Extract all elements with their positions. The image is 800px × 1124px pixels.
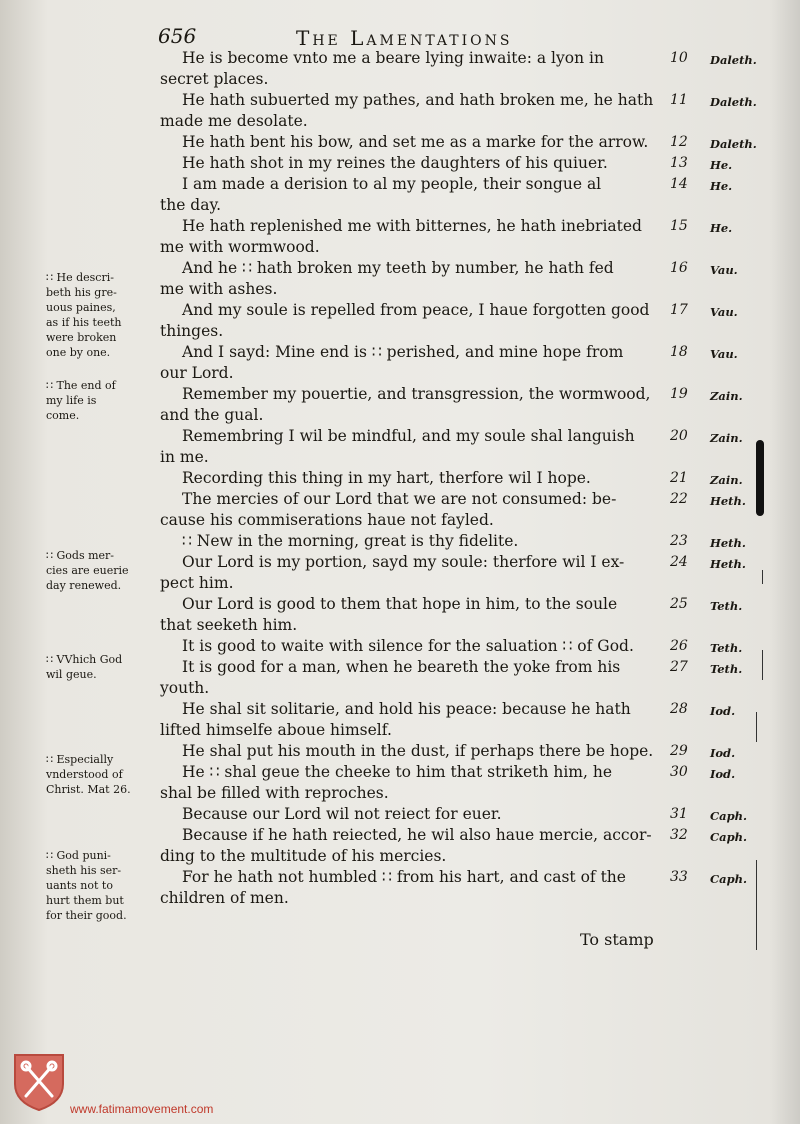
verse-text: children of men. <box>160 889 289 907</box>
verse-number: 13 <box>670 155 688 171</box>
verse-line <box>140 174 733 195</box>
hebrew-letter-label: Teth. <box>710 641 743 655</box>
page-number: 656 <box>158 24 197 48</box>
hebrew-letter-label: He. <box>710 221 733 235</box>
marginal-note-line: sheth his ser- <box>46 864 122 877</box>
verse <box>140 825 748 867</box>
marginal-note-line: ∷ VVhich God <box>46 653 123 666</box>
verse-number: 26 <box>670 638 688 654</box>
marginal-note-line: beth his gre- <box>46 286 117 299</box>
verse-number: 22 <box>670 491 688 507</box>
verse-line <box>140 48 757 69</box>
verse-line <box>140 69 700 90</box>
verse-number: 27 <box>670 659 688 675</box>
hebrew-letter-label: Zain. <box>710 473 743 487</box>
hebrew-letter-label: Daleth. <box>710 95 757 109</box>
verse-text: made me desolate. <box>160 112 308 130</box>
verse-text: He ∷ shal geue the cheeke to him that striketh him, he <box>182 763 613 781</box>
marginal-note <box>46 378 116 423</box>
marginal-note-line: cies are euerie <box>46 564 129 577</box>
hebrew-letter-label: Vau. <box>710 263 738 277</box>
marginal-note-line: uous paines, <box>46 301 116 314</box>
verse-text: And I sayd: Mine end is ∷ perished, and mine hope from <box>182 343 624 361</box>
hebrew-letter-label: He. <box>710 158 733 172</box>
verse-text: It is good for a man, when he beareth the yoke from his <box>182 658 621 676</box>
verse-text: secret places. <box>160 70 269 88</box>
verse-text: thinges. <box>160 322 224 340</box>
verse-text: He hath shot in my reines the daughters of his quiuer. <box>182 154 608 172</box>
verse-text: And he ∷ hath broken my teeth by number, he hath fed <box>182 259 614 277</box>
verse-text: that seeketh him. <box>160 616 298 634</box>
margin-bracket <box>756 440 764 516</box>
verse <box>140 468 743 489</box>
verse <box>140 804 748 825</box>
marginal-note-line: ∷ He descri- <box>46 271 114 284</box>
verse-line <box>140 531 746 552</box>
verse-number: 17 <box>670 302 688 318</box>
verse-line <box>140 342 738 363</box>
marginal-note-line: ∷ Gods mer- <box>46 549 115 562</box>
verse-text: shal be filled with reproches. <box>160 784 389 802</box>
marginal-note-line: ∷ Especially <box>46 753 114 766</box>
verse-number: 15 <box>670 218 688 234</box>
marginal-note <box>46 270 121 360</box>
verse <box>140 741 736 762</box>
verse-number: 24 <box>670 554 688 570</box>
verse <box>140 153 733 174</box>
verse-line <box>140 720 700 741</box>
verse <box>140 216 733 258</box>
hebrew-letter-label: Heth. <box>710 536 746 550</box>
verse-text: He shal put his mouth in the dust, if perhaps there be hope. <box>182 742 654 760</box>
verse-line <box>140 153 733 174</box>
hebrew-letter-label: Iod. <box>710 704 736 718</box>
verse-number: 21 <box>670 470 688 486</box>
verse <box>140 384 743 426</box>
marginal-note-line: as if his teeth <box>46 316 122 329</box>
marginal-note <box>46 848 127 923</box>
verse-text: the day. <box>160 196 222 214</box>
verse-text: ∷ New in the morning, great is thy fidelite. <box>182 532 519 550</box>
verse-line <box>140 783 700 804</box>
margin-tick <box>756 712 757 742</box>
marginal-note <box>46 548 129 593</box>
hebrew-letter-label: He. <box>710 179 733 193</box>
verse-line <box>140 111 700 132</box>
marginal-note-line: my life is <box>46 394 97 407</box>
hebrew-letter-label: Teth. <box>710 599 743 613</box>
hebrew-letter-label: Vau. <box>710 305 738 319</box>
verse <box>140 489 746 531</box>
verse-line <box>140 426 743 447</box>
verse-line <box>140 615 700 636</box>
verse-number: 14 <box>670 176 688 192</box>
verse-text: pect him. <box>160 574 234 592</box>
verse-text: He hath bent his bow, and set me as a marke for the arrow. <box>182 133 649 151</box>
verse-text: our Lord. <box>160 364 234 382</box>
verse-text: He hath subuerted my pathes, and hath broken me, he hath <box>182 91 654 109</box>
hebrew-letter-label: Iod. <box>710 746 736 760</box>
verse-line <box>140 195 700 216</box>
verse-line <box>140 804 748 825</box>
verse-line <box>140 132 757 153</box>
verse <box>140 174 733 216</box>
verse <box>140 636 743 657</box>
marginal-note-line: one by one. <box>46 346 111 359</box>
margin-tick <box>756 860 757 950</box>
verse-line <box>140 594 743 615</box>
verse-number: 23 <box>670 533 688 549</box>
marginal-note-line: for their good. <box>46 909 127 922</box>
verse-text: me with ashes. <box>160 280 278 298</box>
verse-text: Recording this thing in my hart, therfore wil I hope. <box>182 469 591 487</box>
marginal-note-line: ∷ The end of <box>46 379 116 392</box>
verse-line <box>140 741 736 762</box>
verse-text: Remembring I wil be mindful, and my soule shal languish <box>182 427 635 445</box>
verse-number: 19 <box>670 386 688 402</box>
verse-text: and the gual. <box>160 406 264 424</box>
hebrew-letter-label: Daleth. <box>710 137 757 151</box>
verse <box>140 762 736 804</box>
verse-line <box>140 489 746 510</box>
verse-number: 30 <box>670 764 688 780</box>
verse-text: Because our Lord wil not reiect for euer. <box>182 805 502 823</box>
verse-number: 20 <box>670 428 688 444</box>
verse-line <box>140 447 700 468</box>
verse-line <box>140 867 748 888</box>
verse <box>140 258 738 300</box>
verse-number: 32 <box>670 827 688 843</box>
verse-number: 18 <box>670 344 688 360</box>
verse-text: And my soule is repelled from peace, I haue forgotten good <box>182 301 650 319</box>
verse-text: I am made a derision to al my people, their songue al <box>182 175 602 193</box>
verse-text: For he hath not humbled ∷ from his hart, and cast of the <box>182 868 626 886</box>
verse-line <box>140 384 743 405</box>
verse-text: He hath replenished me with bitternes, he hath inebriated <box>182 217 642 235</box>
hebrew-letter-label: Zain. <box>710 389 743 403</box>
verse <box>140 426 743 468</box>
verse-line <box>140 468 743 489</box>
verse-text: me with wormwood. <box>160 238 320 256</box>
marginal-note-line: uants not to <box>46 879 113 892</box>
hebrew-letter-label: Heth. <box>710 494 746 508</box>
marginal-note-line: vnderstood of <box>46 768 123 781</box>
verse-line <box>140 573 700 594</box>
marginal-note <box>46 652 122 682</box>
verse-line <box>140 762 736 783</box>
hebrew-letter-label: Caph. <box>710 809 748 823</box>
verse-line <box>140 321 700 342</box>
marginal-note <box>46 752 131 797</box>
verse-line <box>140 216 733 237</box>
marginal-note-line: come. <box>46 409 80 422</box>
margin-tick <box>762 570 763 584</box>
verse-line <box>140 363 700 384</box>
verse-text: He is become vnto me a beare lying inwaite: a lyon in <box>182 49 604 67</box>
margin-tick <box>762 650 763 680</box>
verse-text: He shal sit solitarie, and hold his peace: because he hath <box>182 700 631 718</box>
verse-line <box>140 405 700 426</box>
verse-line <box>140 636 743 657</box>
hebrew-letter-label: Iod. <box>710 767 736 781</box>
running-title: The Lamentations <box>296 26 513 50</box>
verse-text: It is good to waite with silence for the saluation ∷ of God. <box>182 637 634 655</box>
verse <box>140 90 757 132</box>
marginal-note-line: hurt them but <box>46 894 124 907</box>
verse-text: in me. <box>160 448 209 466</box>
verse-text: The mercies of our Lord that we are not consumed: be- <box>182 490 617 508</box>
marginal-note-line: were broken <box>46 331 117 344</box>
verse-text: Because if he hath reiected, he wil also haue mercie, accor- <box>182 826 652 844</box>
verse-line <box>140 510 700 531</box>
verse <box>140 594 743 636</box>
verse-line <box>140 237 700 258</box>
verse-number: 33 <box>670 869 688 885</box>
verse-number: 25 <box>670 596 688 612</box>
verse-number: 11 <box>670 92 688 108</box>
verse-number: 16 <box>670 260 688 276</box>
hebrew-letter-label: Heth. <box>710 557 746 571</box>
verse <box>140 531 746 552</box>
hebrew-letter-label: Vau. <box>710 347 738 361</box>
verse-line <box>140 825 748 846</box>
verse-text: Our Lord is good to them that hope in him, to the soule <box>182 595 618 613</box>
verse-line <box>140 300 738 321</box>
verse-text: cause his commiserations haue not fayled. <box>160 511 494 529</box>
verse <box>140 699 736 741</box>
verse-text: youth. <box>160 679 210 697</box>
verse-text: lifted himselfe aboue himself. <box>160 721 392 739</box>
papal-keys-seal-icon <box>12 1052 66 1112</box>
marginal-note-line: wil geue. <box>46 668 97 681</box>
verse <box>140 48 757 90</box>
verse-text: Remember my pouertie, and transgression, the wormwood, <box>182 385 651 403</box>
verse-line <box>140 888 700 909</box>
verse-number: 28 <box>670 701 688 717</box>
hebrew-letter-label: Daleth. <box>710 53 757 67</box>
hebrew-letter-label: Zain. <box>710 431 743 445</box>
verse <box>140 552 746 594</box>
verse-line <box>140 678 700 699</box>
verse-line <box>140 846 700 867</box>
verse-line <box>140 279 700 300</box>
verse <box>140 867 748 909</box>
verse-line <box>140 657 743 678</box>
catchword: To stamp <box>580 930 654 949</box>
scripture-text <box>140 48 757 909</box>
verse-number: 31 <box>670 806 688 822</box>
verse-number: 10 <box>670 50 688 66</box>
hebrew-letter-label: Teth. <box>710 662 743 676</box>
verse-line <box>140 90 757 111</box>
verse-line <box>140 552 746 573</box>
marginal-note-line: ∷ God puni- <box>46 849 111 862</box>
verse <box>140 132 757 153</box>
verse-text: Our Lord is my portion, sayd my soule: therfore wil I ex- <box>182 553 625 571</box>
verse <box>140 342 738 384</box>
watermark[interactable]: www.fatimamovement.com <box>70 1102 214 1116</box>
verse-text: ding to the multitude of his mercies. <box>160 847 447 865</box>
hebrew-letter-label: Caph. <box>710 872 748 886</box>
verse-line <box>140 699 736 720</box>
verse-number: 12 <box>670 134 688 150</box>
verse-line <box>140 258 738 279</box>
spine-shadow <box>770 0 800 1124</box>
marginal-note-line: Christ. Mat 26. <box>46 783 131 796</box>
verse <box>140 657 743 699</box>
verse-number: 29 <box>670 743 688 759</box>
hebrew-letter-label: Caph. <box>710 830 748 844</box>
marginal-note-line: day renewed. <box>46 579 122 592</box>
verse <box>140 300 738 342</box>
